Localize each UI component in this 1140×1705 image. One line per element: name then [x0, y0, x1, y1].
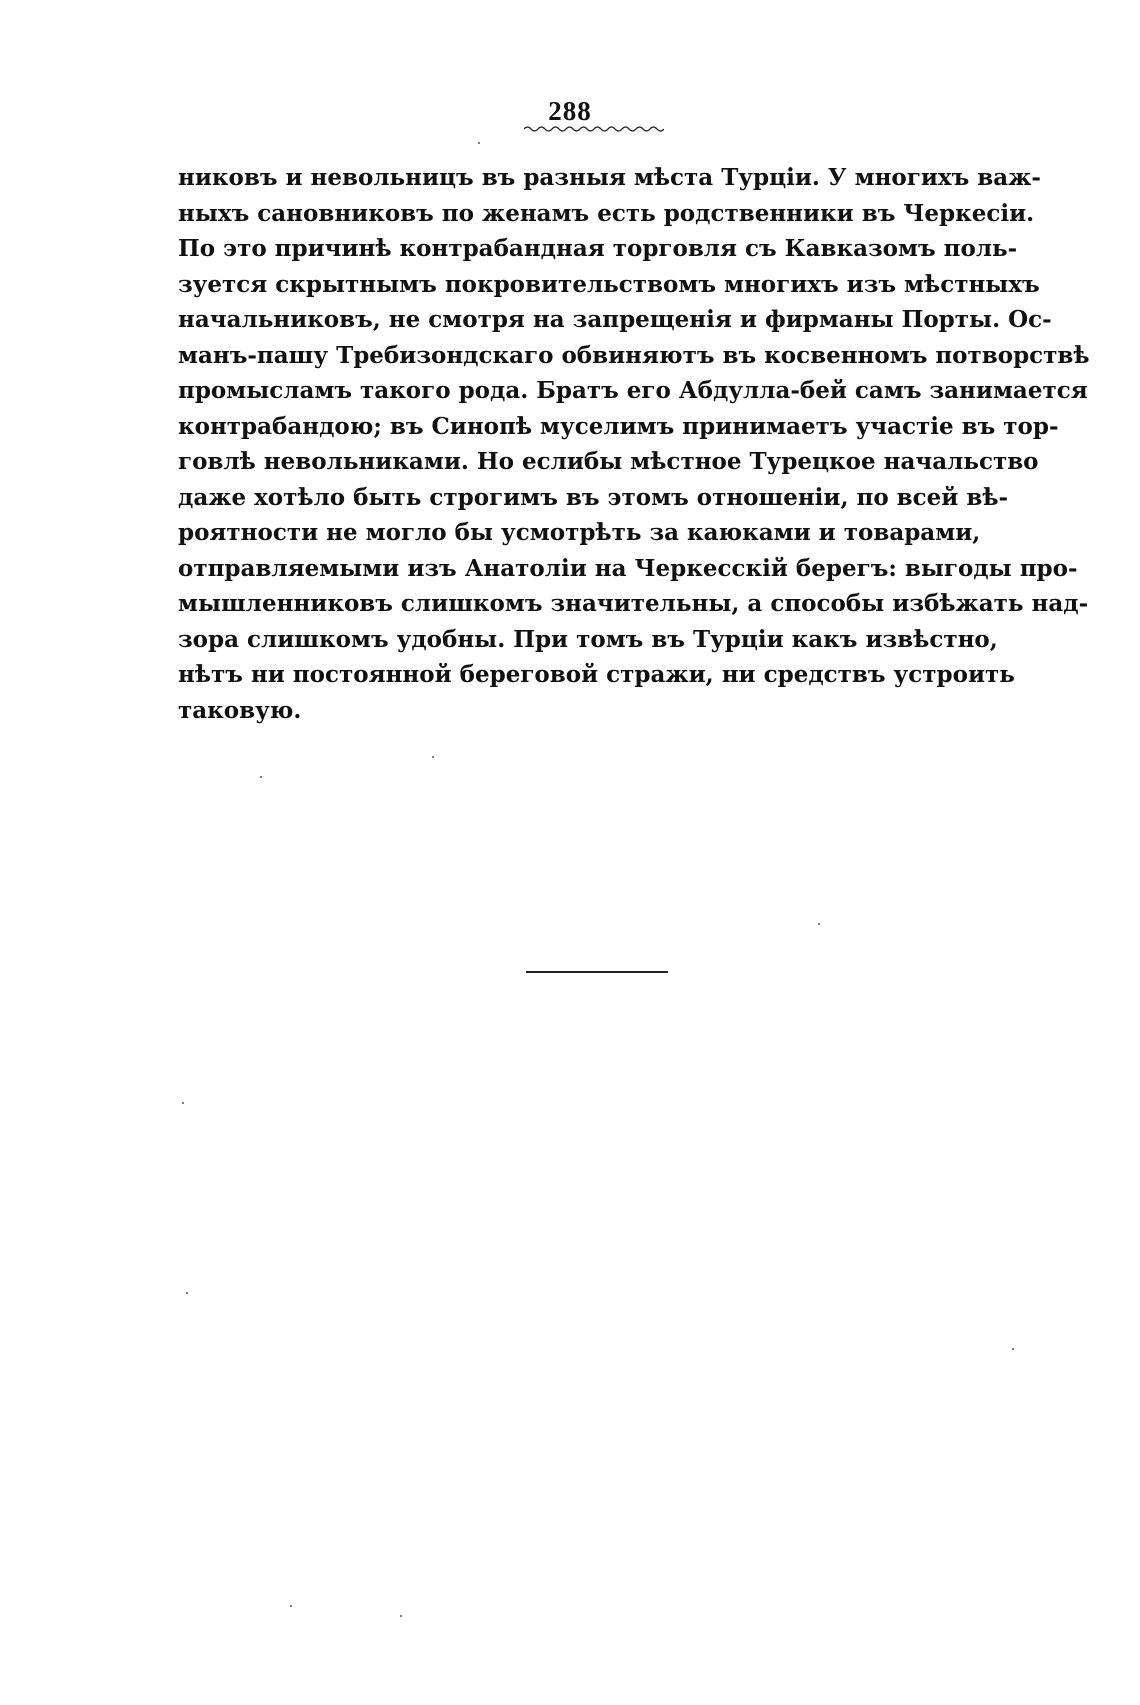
- text-line: зуется скрытнымъ покровительствомъ многихъ изъ мѣстныхъ: [178, 270, 1040, 298]
- text-line: никовъ и невольницъ въ разныя мѣста Турціи. У многихъ важ-: [178, 164, 1041, 191]
- text-line: роятности не могло бы усмотрѣть за каюками и товарами,: [178, 519, 981, 546]
- text-line: даже хотѣло быть строгимъ въ этомъ отношеніи, по всей вѣ-: [178, 483, 1009, 511]
- print-speck: [260, 776, 262, 778]
- text-line: таковую.: [178, 696, 302, 724]
- print-speck: [1012, 1348, 1014, 1350]
- print-speck: [186, 1292, 188, 1294]
- page-number-ornament: [524, 124, 664, 134]
- print-speck: [818, 923, 820, 925]
- text-line: ныхъ сановниковъ по женамъ есть родственники въ Черкесіи.: [178, 199, 1035, 227]
- text-line: манъ-пашу Требизондскаго обвиняютъ въ косвенномъ потворствѣ: [178, 341, 1090, 369]
- text-line: зора слишкомъ удобны. При томъ въ Турціи какъ извѣстно,: [178, 625, 998, 653]
- print-speck: [478, 142, 480, 144]
- section-end-rule: [526, 971, 668, 973]
- page-number: 288: [548, 96, 592, 126]
- text-line: По это причинѣ контрабандная торговля съ Кавказомъ поль-: [178, 235, 1018, 262]
- text-line: начальниковъ, не смотря на запрещенія и фирманы Порты. Ос-: [178, 306, 1052, 333]
- text-line: контрабандою; въ Синопѣ муселимъ принимаетъ участіе въ тор-: [178, 412, 1059, 440]
- print-speck: [400, 1615, 402, 1617]
- text-line: отправляемыми изъ Анатоліи на Черкесскій берегъ: выгоды про-: [178, 554, 1078, 582]
- text-line: промысламъ такого рода. Братъ его Абдулла-бей самъ занимается: [178, 377, 1088, 404]
- text-line: говлѣ невольниками. Но еслибы мѣстное Турецкое начальство: [178, 448, 1039, 475]
- text-line: мышленниковъ слишкомъ значительны, а способы избѣжать над-: [178, 590, 1089, 617]
- body-text: [178, 160, 1090, 728]
- print-speck: [290, 1605, 292, 1607]
- print-speck: [182, 1102, 184, 1104]
- print-speck: [432, 756, 434, 758]
- text-line: нѣтъ ни постоянной береговой стражи, ни средствъ устроить: [178, 661, 1015, 688]
